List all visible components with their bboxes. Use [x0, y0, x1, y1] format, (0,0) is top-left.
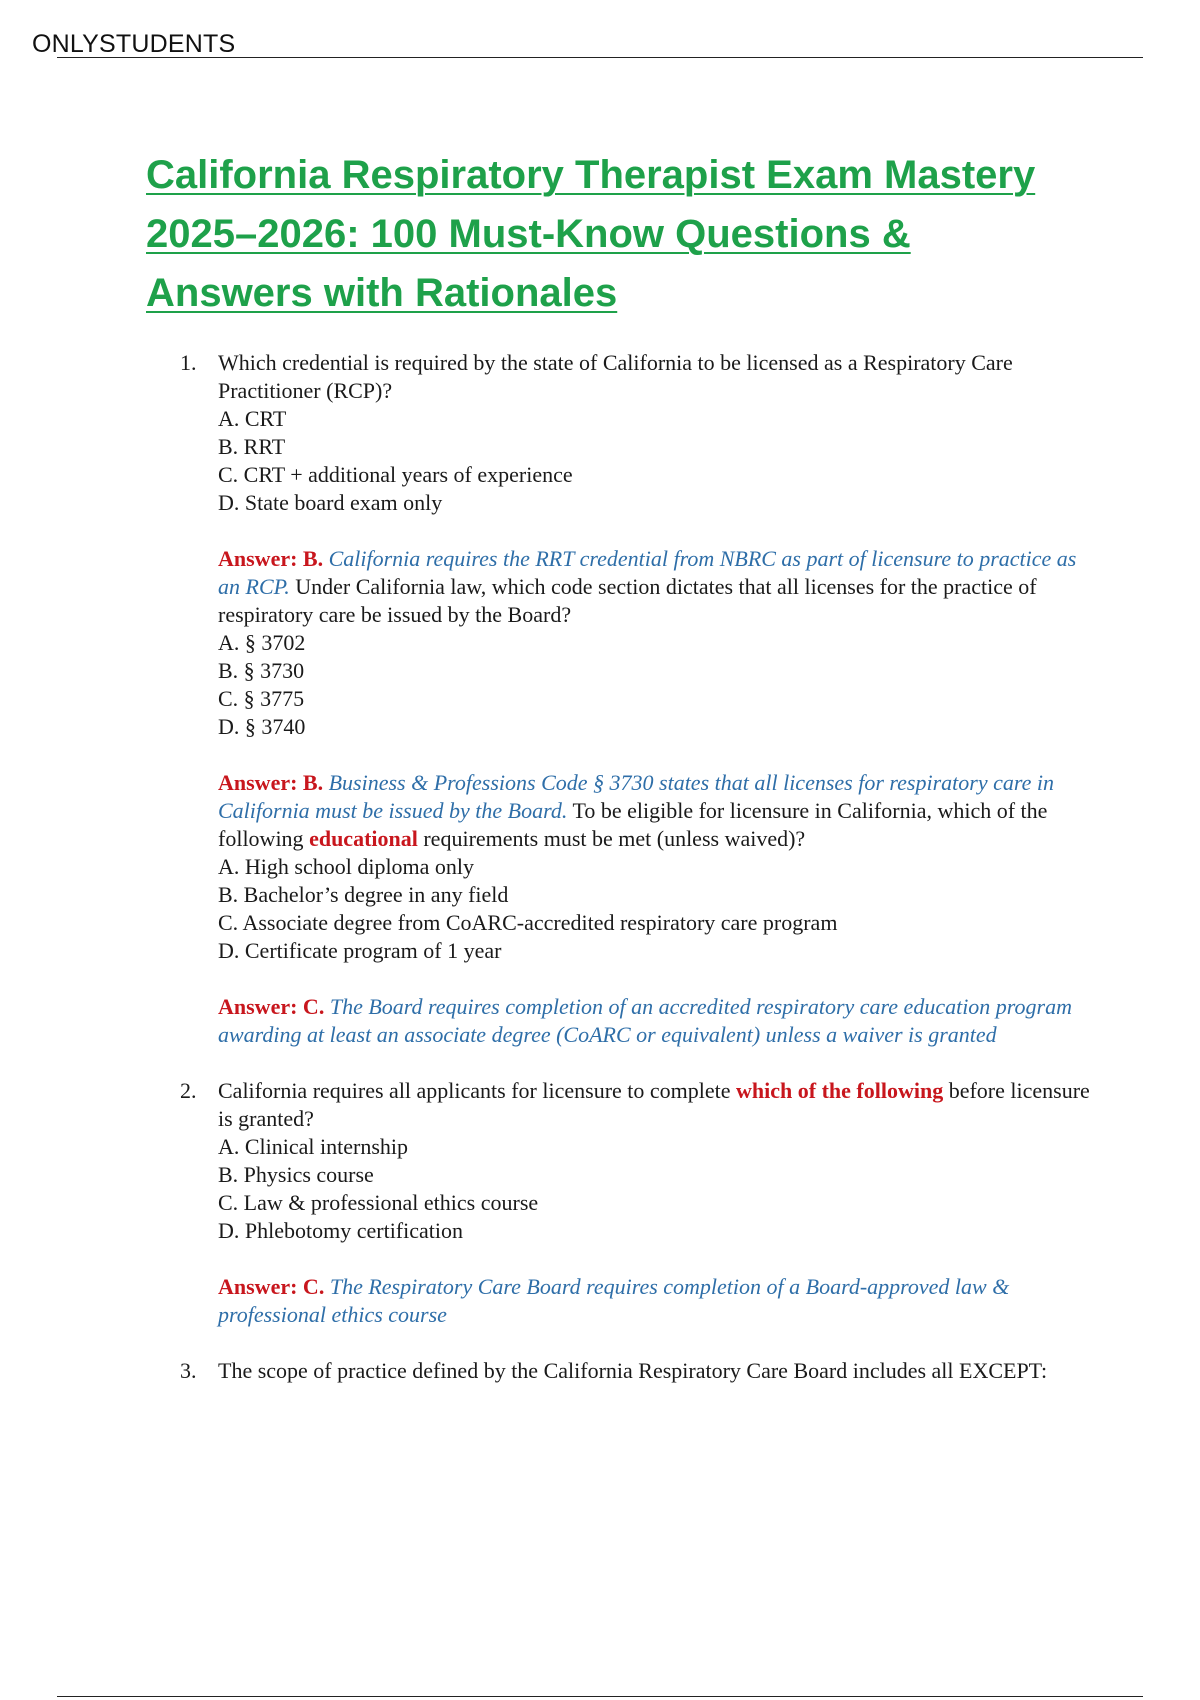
- question-item-3: [180, 1357, 1100, 1385]
- option-a: A. CRT: [218, 406, 287, 431]
- highlighted-term: which of the following: [736, 1078, 944, 1103]
- header-divider: [57, 57, 1143, 58]
- question-stem-part: California requires all applicants for licensure to complete: [218, 1078, 731, 1103]
- question-stem: The scope of practice defined by the California Respiratory Care Board includes all EXCEPT:: [218, 1358, 1048, 1383]
- option-b: B. § 3730: [218, 658, 305, 683]
- title-line-2: 2025–2026: 100 Must-Know Questions &: [146, 212, 911, 256]
- answer-block: [218, 993, 1100, 1049]
- option-d: D. Phlebotomy certification: [218, 1218, 463, 1243]
- answer-label: Answer: B.: [218, 770, 324, 795]
- question-number: 2.: [180, 1078, 197, 1103]
- option-a: A. § 3702: [218, 630, 306, 655]
- answer-block: [218, 1273, 1100, 1329]
- answer-rationale: California requires the RRT credential from NBRC as part of licensure to practice as an RCP.: [218, 546, 1077, 599]
- answer-block: [218, 769, 1100, 965]
- answer-rationale: The Respiratory Care Board requires completion of a Board-approved law & professional ethics course: [218, 1274, 1010, 1327]
- option-a: A. Clinical internship: [218, 1134, 409, 1159]
- question-block: [218, 1077, 1100, 1245]
- option-c: C. § 3775: [218, 686, 305, 711]
- option-d: D. § 3740: [218, 714, 306, 739]
- question-item-2: [180, 1077, 1100, 1329]
- answer-label: Answer: B.: [218, 546, 324, 571]
- questions-content: [180, 349, 1100, 1413]
- title-line-3: Answers with Rationales: [146, 271, 618, 315]
- question-stem-part: before licensure is granted?: [218, 1078, 1090, 1131]
- question-stem-part: requirements must be met (unless waived)?: [423, 826, 806, 851]
- option-d: D. Certificate program of 1 year: [218, 938, 502, 963]
- option-c: C. Law & professional ethics course: [218, 1190, 539, 1215]
- option-b: B. Physics course: [218, 1162, 374, 1187]
- question-stem: Under California law, which code section dictates that all licenses for the practice of respiratory care be issued by the Board?: [218, 574, 1037, 627]
- option-b: B. RRT: [218, 434, 286, 459]
- answer-label: Answer: C.: [218, 994, 325, 1019]
- option-a: A. High school diploma only: [218, 854, 475, 879]
- title-line-1: California Respiratory Therapist Exam Mastery: [146, 153, 1036, 197]
- answer-block: [218, 545, 1100, 741]
- option-c: C. CRT + additional years of experience: [218, 462, 573, 487]
- answer-label: Answer: C.: [218, 1274, 325, 1299]
- question-stem: Which credential is required by the state of California to be licensed as a Respiratory Care Practitioner (RCP)?: [218, 350, 1013, 403]
- question-number: 1.: [180, 350, 197, 375]
- question-block: [218, 349, 1100, 517]
- question-stem-part: To be eligible for licensure in California, which of the following: [218, 798, 1048, 851]
- question-item-1: [180, 349, 1100, 1049]
- document-title: [146, 146, 1106, 323]
- answer-rationale: The Board requires completion of an accredited respiratory care education program awarding at least an associate degree (CoARC or equivalent) unless a waiver is granted: [218, 994, 1073, 1047]
- option-d: D. State board exam only: [218, 490, 443, 515]
- footer-divider: [57, 1696, 1143, 1697]
- answer-rationale: Business & Professions Code § 3730 states that all licenses for respiratory care in California must be issued by the Board.: [218, 770, 1054, 823]
- question-block: [218, 1357, 1100, 1385]
- option-c: C. Associate degree from CoARC-accredited respiratory care program: [218, 910, 838, 935]
- page-header-brand: ONLYSTUDENTS: [32, 30, 236, 58]
- highlighted-term: educational: [309, 826, 418, 851]
- option-b: B. Bachelor’s degree in any field: [218, 882, 509, 907]
- question-number: 3.: [180, 1358, 197, 1383]
